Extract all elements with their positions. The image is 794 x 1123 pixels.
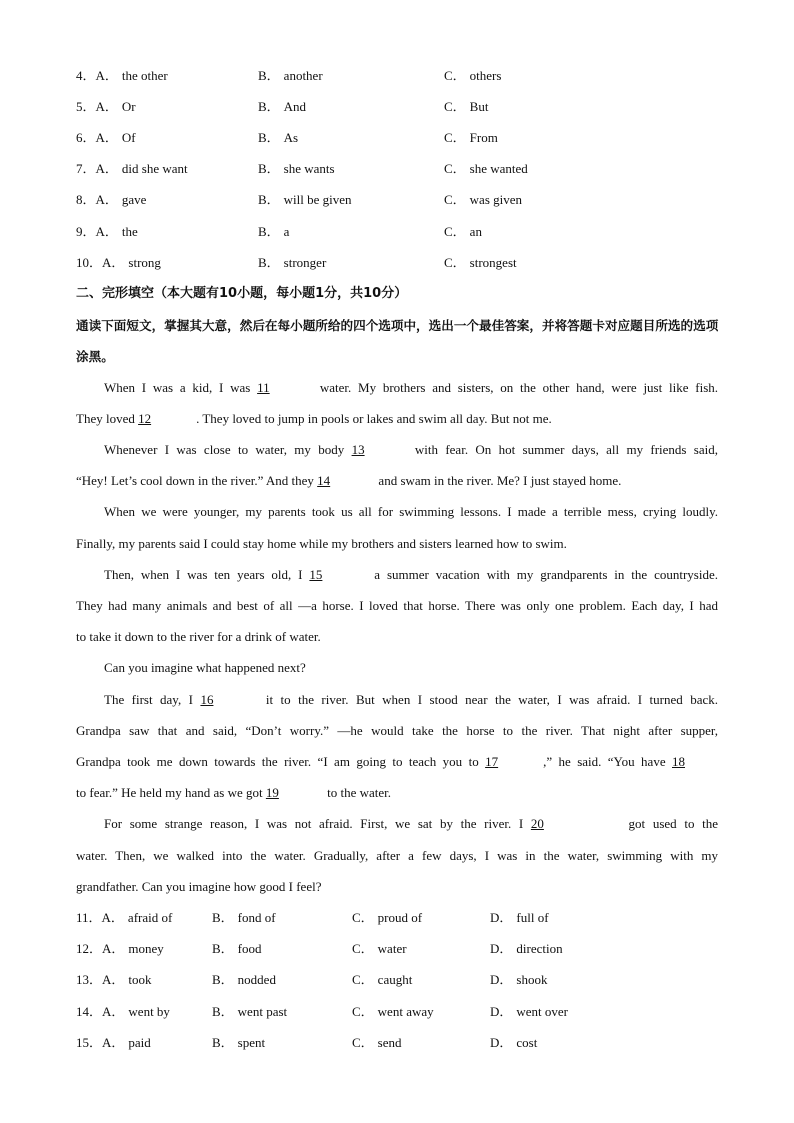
passage-line: to fear.” He held my hand as we got 19 to the water. [76,783,718,803]
option-b: another [283,68,323,83]
option-b: nodded [237,972,276,987]
option-b: stronger [283,255,327,270]
option-c: went away [377,1004,434,1019]
option-a: took [128,972,152,987]
option-c: an [469,224,482,239]
passage-line: Finally, my parents said I could stay home while my brothers and sisters learned how to swim. [76,536,567,551]
option-b: will be given [283,192,352,207]
question-number: 12． [76,941,103,956]
option-b: spent [237,1035,266,1050]
option-c: water [377,941,407,956]
passage-line: grandfather. Can you imagine how good I feel? [76,879,322,894]
passage-line: For some strange reason, I was not afraid. First, we sat by the river. I 20 got used to the [104,814,718,834]
question-number: 4． [76,68,96,83]
option-a: did she want [121,161,188,176]
passage-line: Whenever I was close to water, my body 13 with fear. On hot summer days, all my friends said, [104,440,718,460]
option-a: the other [121,68,168,83]
passage-line: Grandpa took me down towards the river. “I am going to teach you to 17 ,” he said. “You have 18 [76,752,718,772]
passage-line: They had many animals and best of all —a horse. I loved that horse. There was only one problem. Each day, I had [76,598,718,613]
option-a: gave [121,192,147,207]
passage-line: They loved 12 . They loved to jump in pools or lakes and swim all day. But not me. [76,409,718,429]
option-a: money [128,941,164,956]
page: 4．A． the other B． another C． others 5．A． Or B． And C． But 6．A． Of B． As C． From 7．A． did she want B． she wants C． she wanted 8．A． gave B． will be given C． was given 9．A． the B． a C． an 10．A． strong B． stronger C． strongest 二、完形填空（本大题有10小题，每小题1分，共10分） 通读下面短文，掌握其大意，然后在每小题所给的四个选项中，选出一个最佳答案，并将答题卡对应题目所选的选项涂黑。 When I was a kid, I was 11 water. My brothers and sisters, on the other hand, were just like fish. They loved 12 . They loved to jump in pools or lakes and swim all day. But not me. Whenever I was close to water, my body 13 with fear. On hot summer days, all my friends said, “Hey! Let’s cool down in the river.” And they 14 and swam in the river. Me? I just stayed home. When we were younger, my parents took us all for swimming lessons. I made a terrible mess, crying loudly. Finally, my parents said I could stay home while my brothers and sisters learned how to swim. Then, when I was ten years old, I 15 a summer vacation with my grandparents in the countryside. They had many animals and best of all —a horse. I loved that horse. There was only one problem. Each day, I had to take it down to the river for a drink of water. Can you imagine what happened next? The first day, I 16 it to the river. But when I stood near the water, I was afraid. I turned back. Grandpa saw that and said, “Don’t worry.” —he would take the horse to the river. That night after supper, Grandpa took me down towards the river. “I am going to teach you to 17 ,” he said. “You have 18 to fear.” He held my hand as we got 19 to the water. For some strange reason, I was not afraid. First, we sat by the river. I 20 got used to the water. Then, we walked into the water. Gradually, after a few days, I was in the water, swimming with my grandfather. Can you imagine how good I feel? 11．A． afraid of B． fond of C． proud of D． full of 12．A． money B． food C． water D． direction 13．A． took B． nodded C． caught D． shook 14．A． went by B． went past C． went away D． went over 15．A． paid B． spent C． send D． cost [0,0,794,1123]
blank-16[interactable]: 16 [200,692,214,707]
option-c: caught [377,972,413,987]
option-c: strongest [469,255,517,270]
passage-line: to take it down to the river for a drink of water. [76,629,321,644]
passage-line: The first day, I 16 it to the river. But when I stood near the water, I was afraid. I turned back. [104,690,718,710]
section-instruction: 通读下面短文，掌握其大意，然后在每小题所给的四个选项中，选出一个最佳答案，并将答题卡对应题目所选的选项涂黑。 [76,318,719,364]
option-d: direction [516,941,563,956]
option-b: went past [237,1004,288,1019]
question-number: 7． [76,161,96,176]
section-heading: 二、完形填空（本大题有10小题，每小题1分，共10分） [76,286,408,301]
question-number: 9． [76,224,96,239]
option-b: As [283,130,299,145]
option-a: afraid of [127,910,173,925]
option-a: the [121,224,138,239]
option-c: From [469,130,498,145]
passage-line: Grandpa saw that and said, “Don’t worry.” —he would take the horse to the river. That night after supper, [76,723,718,738]
blank-18[interactable]: 18 [672,754,685,769]
blank-12[interactable]: 12 [138,411,152,426]
option-d: went over [516,1004,569,1019]
question-number: 5． [76,99,96,114]
option-a: went by [128,1004,170,1019]
passage-line: water. Then, we walked into the water. Gradually, after a few days, I was in the water, swimming with my [76,848,718,863]
blank-14[interactable]: 14 [317,473,331,488]
option-d: full of [516,910,549,925]
passage-line: When we were younger, my parents took us all for swimming lessons. I made a terrible mess, crying loudly. [104,504,718,519]
option-c: proud of [377,910,423,925]
blank-20[interactable]: 20 [530,816,544,831]
option-b: food [237,941,262,956]
blank-15[interactable]: 15 [309,567,323,582]
option-a: strong [128,255,161,270]
option-c: But [469,99,489,114]
passage-line: Can you imagine what happened next? [104,660,306,675]
passage-line: “Hey! Let’s cool down in the river.” And they 14 and swam in the river. Me? I just stayed home. [76,471,718,491]
question-number: 10． [76,255,103,270]
question-number: 8． [76,192,96,207]
option-a: Of [121,130,136,145]
blank-13[interactable]: 13 [351,442,365,457]
question-number: 14． [76,1004,103,1019]
option-d: cost [516,1035,538,1050]
blank-19[interactable]: 19 [265,785,279,800]
option-b: fond of [237,910,276,925]
question-number: 13． [76,972,103,987]
option-b: a [283,224,290,239]
option-c: was given [469,192,523,207]
option-c: she wanted [469,161,528,176]
question-number: 15． [76,1035,103,1050]
option-d: shook [516,972,548,987]
question-number: 6． [76,130,96,145]
blank-17[interactable]: 17 [485,754,499,769]
option-a: Or [121,99,136,114]
option-b: she wants [283,161,335,176]
passage-line: When I was a kid, I was 11 water. My brothers and sisters, on the other hand, were just like fish. [104,378,718,398]
option-c: send [377,1035,402,1050]
option-a: paid [128,1035,151,1050]
blank-11[interactable]: 11 [257,380,270,395]
question-number: 11． [76,910,102,925]
option-c: others [469,68,502,83]
passage-line: Then, when I was ten years old, I 15 a summer vacation with my grandparents in the countryside. [104,565,718,585]
option-b: And [283,99,307,114]
